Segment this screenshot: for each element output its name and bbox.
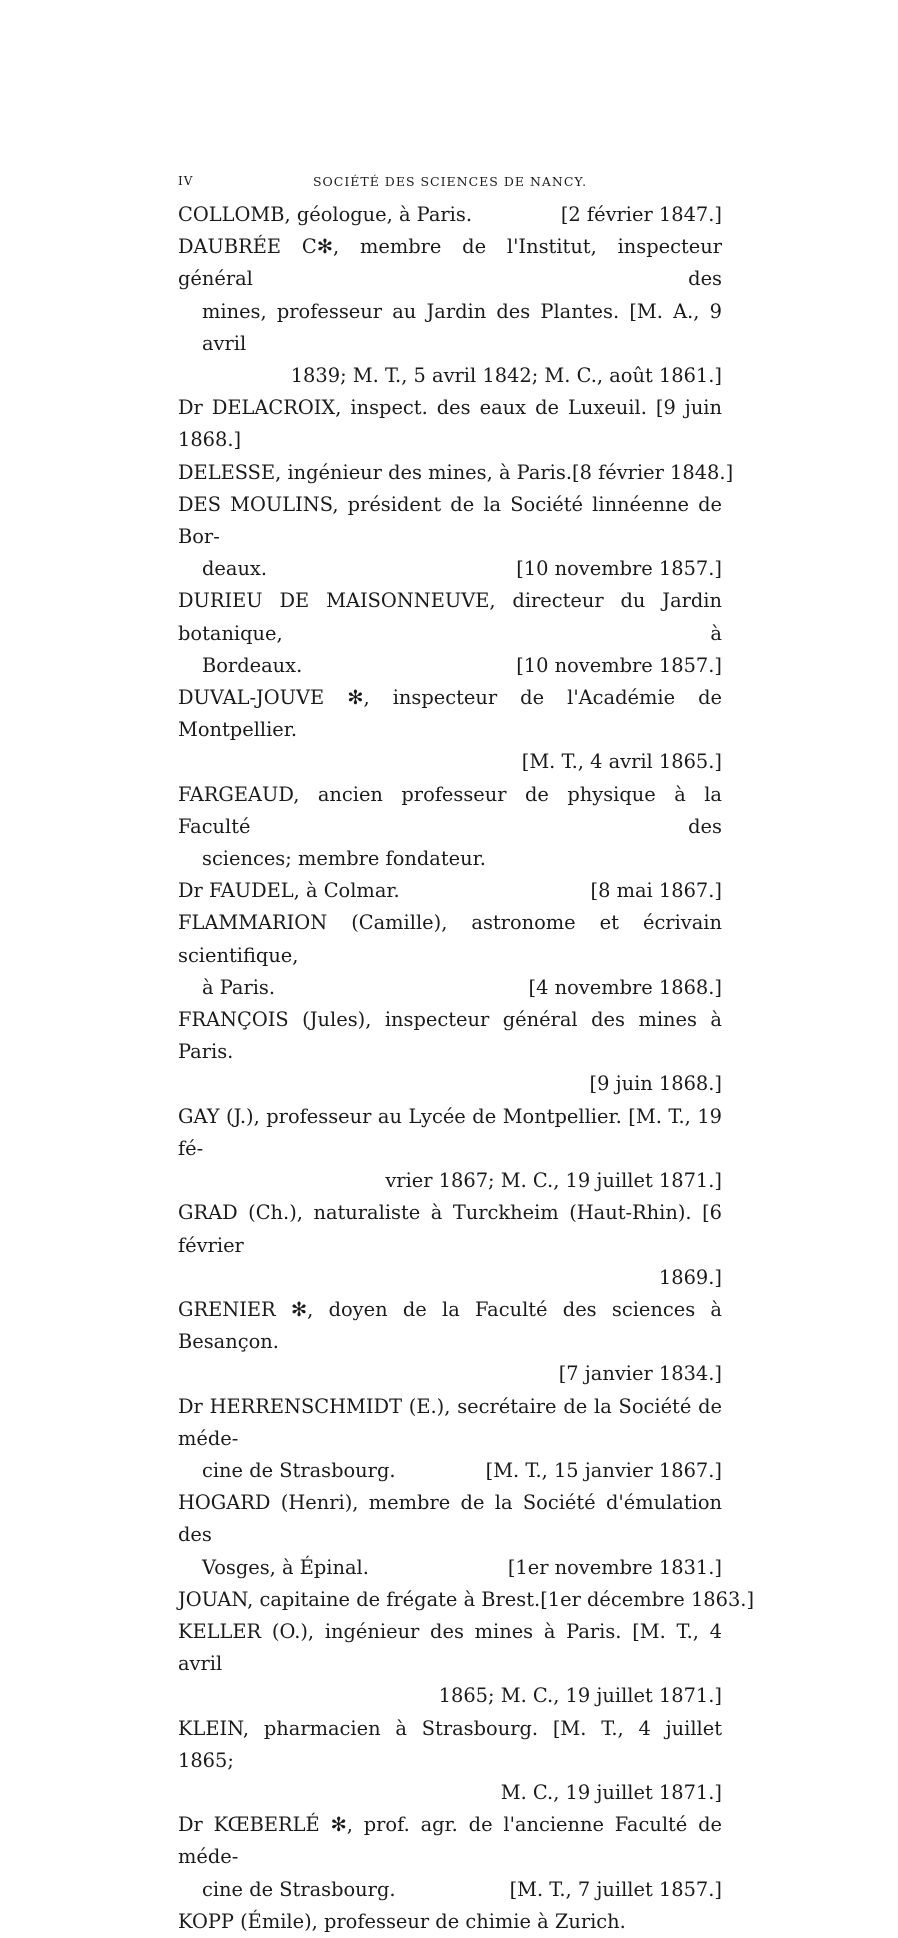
entry-line [178, 1680, 722, 1712]
member-entry [178, 1294, 722, 1391]
entry-line [178, 1004, 722, 1068]
line-text: KLEIN, pharmacien à Strasbourg. [M. T., 4 juillet 1865; [178, 1716, 722, 1772]
line-text: DUVAL-JOUVE ✻, inspecteur de l'Académie de Montpellier. [178, 686, 722, 742]
line-text: mines, professeur au Jardin des Plantes. [M. A., 9 avril [202, 299, 722, 355]
line-text: JOUAN, capitaine de frégate à Brest. [178, 1587, 541, 1611]
line-text: deaux. [202, 557, 268, 581]
member-entry [178, 1809, 722, 1906]
entry-line [178, 457, 734, 489]
line-text: DURIEU DE MAISONNEUVE, directeur du Jardin botanique, à [178, 589, 722, 645]
date-reference: M. C., 19 juillet 1871.] [500, 1780, 722, 1804]
entry-line [178, 1777, 722, 1809]
member-entry [178, 875, 722, 907]
line-text: cine de Strasbourg. [202, 1458, 396, 1482]
member-entry [178, 585, 722, 682]
line-text: cine de Strasbourg. [202, 1877, 396, 1901]
entry-line [178, 650, 722, 682]
date-reference: [10 novembre 1857.] [516, 557, 722, 581]
member-entry [178, 1487, 722, 1584]
line-text: à Paris. [202, 975, 276, 999]
entry-line [178, 1262, 722, 1294]
member-entry [178, 779, 722, 876]
entry-line [178, 231, 722, 295]
date-reference: [10 novembre 1857.] [516, 653, 722, 677]
entry-line [178, 843, 722, 875]
line-text: FLAMMARION (Camille), astronome et écrivain scientifique, [178, 911, 722, 967]
entry-line [178, 553, 722, 585]
member-entry [178, 199, 722, 231]
entry-line [178, 1809, 722, 1873]
entry-line [178, 1616, 722, 1680]
entry-line [178, 489, 722, 553]
line-text: FARGEAUD, ancien professeur de physique à la Faculté des [178, 782, 722, 838]
line-text: DAUBRÉE C✻, membre de l'Institut, inspecteur général des [178, 235, 722, 291]
entry-line [178, 1197, 722, 1261]
entry-line [178, 360, 722, 392]
member-entry [178, 1197, 722, 1294]
member-entry [178, 231, 722, 392]
date-reference: [4 novembre 1868.] [528, 975, 722, 999]
page-number: IV [178, 174, 194, 188]
date-reference: [9 juin 1868.] [589, 1072, 722, 1096]
entry-line [178, 585, 722, 649]
entry-line [178, 1068, 722, 1100]
date-reference: [M. T., 7 juillet 1857.] [509, 1877, 722, 1901]
date-reference: [M. T., 4 avril 1865.] [521, 750, 722, 774]
date-reference: 1839; M. T., 5 avril 1842; M. C., août 1861.] [290, 364, 722, 388]
line-text: GRAD (Ch.), naturaliste à Turckheim (Haut-Rhin). [6 février [178, 1201, 722, 1257]
member-entry [178, 1713, 722, 1810]
member-entry [178, 682, 722, 779]
line-text: COLLOMB, géologue, à Paris. [178, 203, 473, 226]
line-text: KELLER (O.), ingénieur des mines à Paris. [M. T., 4 avril [178, 1619, 722, 1676]
line-text: Dr DELACROIX, inspect. des eaux de Luxeuil. [9 juin 1868.] [178, 396, 722, 452]
entry-line [178, 296, 722, 360]
date-reference: 1869.] [658, 1265, 722, 1289]
date-reference: [2 février 1847.] [560, 203, 722, 226]
entry-line [178, 746, 722, 778]
entry-line [178, 972, 722, 1004]
member-entry [178, 1906, 722, 1938]
entry-line [178, 682, 722, 746]
page-header [178, 172, 722, 194]
line-text: GAY (J.), professeur au Lycée de Montpellier. [M. T., 19 fé- [178, 1104, 722, 1160]
line-text: sciences; membre fondateur. [202, 847, 486, 871]
member-entry [178, 1004, 722, 1101]
member-entry [178, 1391, 722, 1488]
line-text: Bordeaux. [202, 653, 303, 677]
entry-line [178, 1906, 722, 1938]
member-entry [178, 457, 734, 489]
entry-line [178, 1584, 755, 1616]
member-entry [178, 1616, 722, 1713]
entry-line [178, 199, 722, 231]
member-entry [178, 489, 722, 586]
line-text: DELESSE, ingénieur des mines, à Paris. [178, 460, 572, 484]
line-text: DES MOULINS, président de la Société linnéenne de Bor- [178, 492, 722, 549]
entry-line [178, 1455, 722, 1487]
running-title: SOCIÉTÉ DES SCIENCES DE NANCY. [312, 174, 588, 189]
line-text: HOGARD (Henri), membre de la Société d'émulation des [178, 1491, 722, 1547]
line-text: Vosges, à Épinal. [202, 1555, 369, 1579]
date-reference: [8 mai 1867.] [590, 879, 722, 903]
date-reference: 1865; M. C., 19 juillet 1871.] [438, 1684, 722, 1708]
entry-line [178, 392, 722, 456]
entry-line [178, 875, 722, 907]
line-text: Dr HERRENSCHMIDT (E.), secrétaire de la Société de méde- [178, 1394, 722, 1450]
member-list [178, 199, 755, 1938]
entry-line [178, 779, 722, 843]
entry-line [178, 1487, 722, 1551]
date-reference: [1er décembre 1863.] [540, 1587, 755, 1611]
entry-line [178, 1713, 722, 1777]
line-text: GRENIER ✻, doyen de la Faculté des sciences à Besançon. [178, 1297, 722, 1354]
line-text: FRANÇOIS (Jules), inspecteur général des mines à Paris. [178, 1008, 722, 1064]
member-entry [178, 907, 722, 1004]
member-entry [178, 1584, 755, 1616]
date-reference: [M. T., 15 janvier 1867.] [485, 1458, 722, 1482]
entry-line [178, 907, 722, 971]
date-reference: [1er novembre 1831.] [507, 1555, 722, 1579]
entry-line [178, 1391, 722, 1455]
date-reference: [7 janvier 1834.] [558, 1362, 722, 1386]
date-reference: [8 février 1848.] [572, 460, 734, 484]
date-reference: vrier 1867; M. C., 19 juillet 1871.] [385, 1169, 722, 1193]
entry-line [178, 1101, 722, 1165]
line-text: Dr FAUDEL, à Colmar. [178, 879, 400, 903]
entry-line [178, 1874, 722, 1906]
member-entry [178, 1101, 722, 1198]
line-text: KOPP (Émile), professeur de chimie à Zurich. [178, 1909, 626, 1933]
line-text: Dr KŒBERLÉ ✻, prof. agr. de l'ancienne Faculté de méde- [178, 1813, 722, 1869]
entry-line [178, 1294, 722, 1358]
member-entry [178, 392, 722, 456]
entry-line [178, 1165, 722, 1197]
entry-line [178, 1552, 722, 1584]
entry-line [178, 1358, 722, 1390]
